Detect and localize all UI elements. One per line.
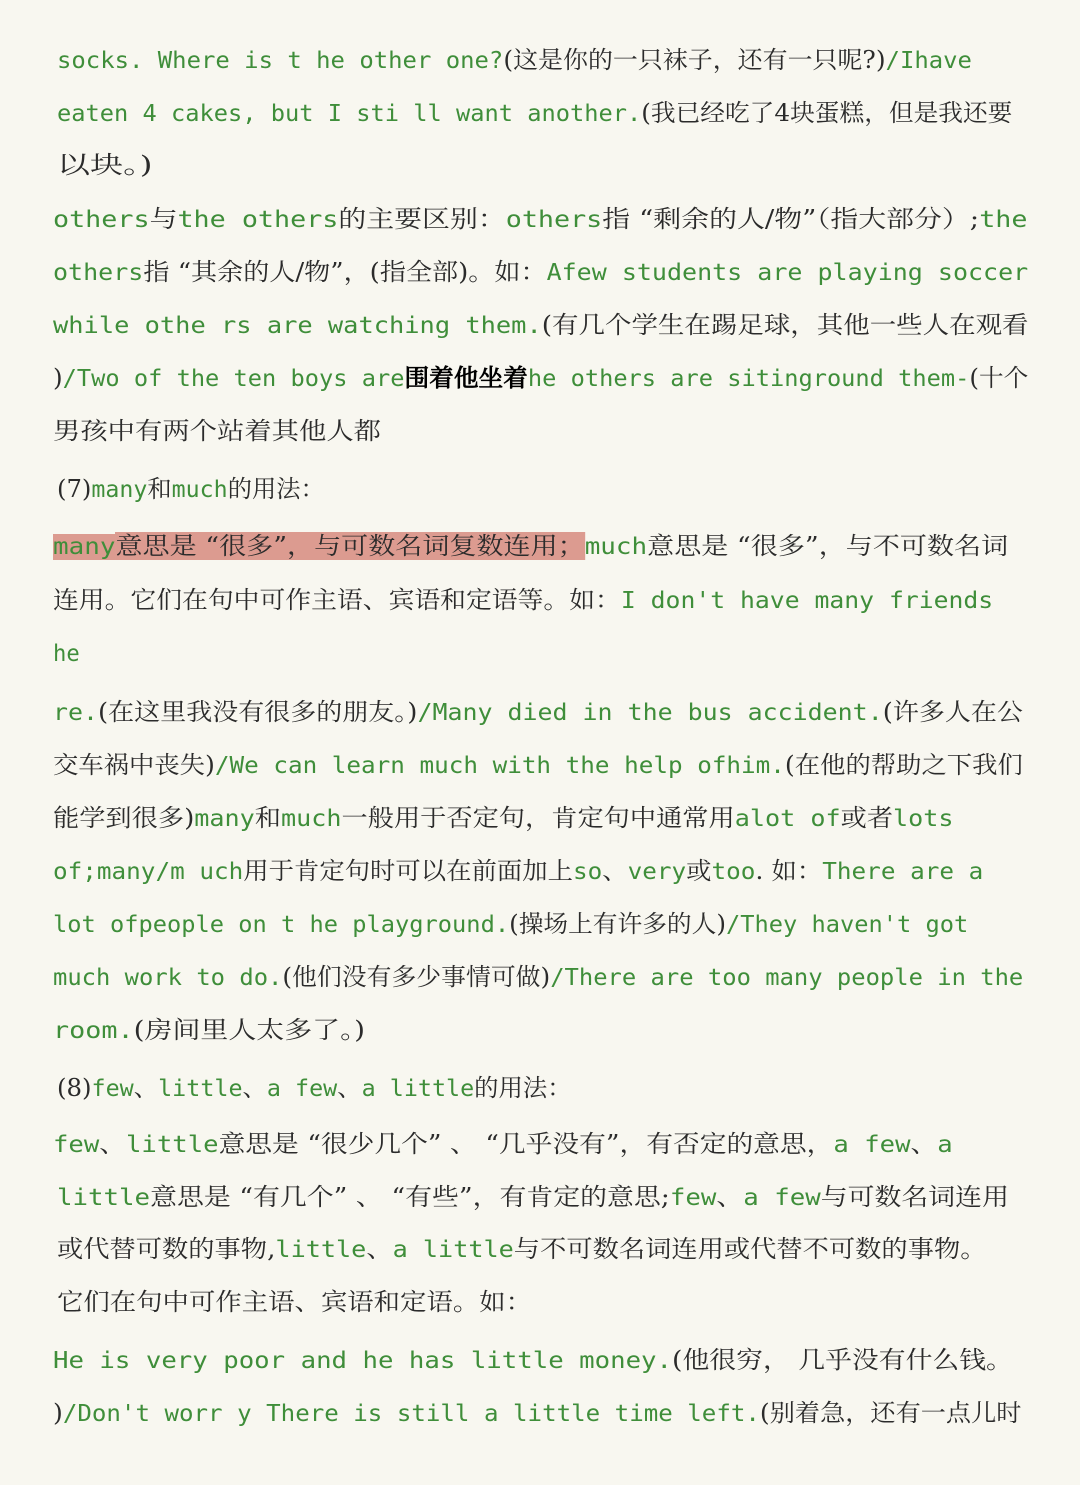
- chinese-text: 以块。): [57, 151, 153, 179]
- chinese-text: 意思是 “有几个” 、 “有些”，有肯定的意思;: [150, 1183, 670, 1211]
- chinese-text: (8): [57, 1074, 92, 1102]
- chinese-text: 或: [686, 857, 712, 885]
- english-text: a: [937, 1132, 953, 1158]
- english-text: room.: [53, 1018, 134, 1044]
- highlighted-text: 意思是 “很多”，与可数名词复数连用；: [115, 532, 585, 560]
- text-line: [53, 528, 1008, 564]
- text-line: [53, 1012, 365, 1048]
- english-text: re.: [53, 700, 99, 726]
- text-line: [53, 201, 1027, 237]
- english-text: little: [57, 1185, 151, 1211]
- chinese-text: 、: [99, 1130, 127, 1158]
- english-text: many: [194, 806, 255, 832]
- english-text: many: [91, 477, 148, 503]
- chinese-text: (有几个学生在踢足球，其他一些人在观看: [541, 311, 1029, 339]
- chinese-text: 连用。它们在句中可作主语、宾语和定语等。如：: [53, 586, 621, 614]
- chinese-text: 男孩中有两个站着其他人都: [53, 417, 381, 445]
- english-text: little: [126, 1132, 219, 1158]
- english-text: /We can learn much with the help ofhim.: [214, 753, 785, 779]
- english-text: /They haven't got: [725, 912, 969, 938]
- chinese-text: . 如：: [755, 857, 823, 885]
- chinese-text: 与不可数名词连用或代替不可数的事物。: [513, 1235, 987, 1263]
- chinese-text: 的用法：: [474, 1074, 572, 1102]
- english-text: others: [53, 260, 144, 286]
- chinese-text: 用于肯定句时可以在前面加上: [243, 857, 573, 885]
- chinese-text: 、: [716, 1183, 744, 1211]
- chinese-text: (这是你的一只袜子，还有一只呢?): [503, 46, 886, 74]
- chinese-text: 、: [133, 1074, 159, 1102]
- text-line: [53, 635, 80, 671]
- chinese-text: (操场上有许多的人): [509, 910, 726, 938]
- text-line: [53, 413, 381, 449]
- chinese-text: (十个: [969, 364, 1029, 392]
- chinese-text: 、: [366, 1235, 393, 1263]
- english-text: the: [979, 207, 1028, 233]
- text-line: [57, 1070, 572, 1106]
- text-line: [53, 254, 1028, 290]
- text-line: [53, 906, 968, 942]
- english-text: a few: [266, 1076, 338, 1102]
- english-text: /Two of the ten boys are: [62, 366, 405, 392]
- english-text: he others are sitinground them-: [527, 366, 970, 392]
- chinese-text: 交车祸中丧失): [53, 751, 215, 779]
- chinese-text: 和: [254, 804, 282, 832]
- english-text: he: [53, 641, 80, 667]
- chinese-text: (7): [57, 475, 92, 503]
- chinese-text: 和: [147, 475, 172, 503]
- english-text: lot ofpeople on t he playground.: [53, 912, 510, 938]
- chinese-text: 围着他坐着: [404, 364, 528, 392]
- english-text: lots: [893, 806, 954, 832]
- english-text: few: [91, 1076, 134, 1102]
- text-line: [53, 360, 1028, 396]
- text-line: [53, 959, 1023, 995]
- chinese-text: 指 “其余的人/物”，(指全部)。如：: [143, 258, 547, 286]
- chinese-text: ): [53, 364, 63, 392]
- text-line: [57, 95, 1012, 131]
- chinese-text: (房间里人太多了。): [133, 1016, 365, 1044]
- english-text: others: [505, 207, 603, 233]
- english-text: much: [171, 477, 228, 503]
- english-text: alot of: [734, 806, 841, 832]
- text-line: [53, 1126, 953, 1162]
- text-line: [57, 1284, 532, 1320]
- english-text: very: [627, 859, 687, 885]
- text-line: [53, 853, 983, 889]
- chinese-text: 的用法：: [227, 475, 325, 503]
- english-text: /There are too many people in the: [550, 965, 1024, 991]
- english-text: too: [711, 859, 756, 885]
- english-text: of;many/m uch: [53, 859, 244, 885]
- text-line: [53, 1342, 1013, 1378]
- text-line: [53, 582, 993, 618]
- english-text: I don't have many friends: [620, 588, 994, 614]
- text-line: [57, 471, 325, 507]
- english-text: eaten 4 cakes, but I sti ll want another.: [57, 101, 642, 127]
- chinese-text: 、: [337, 1074, 362, 1102]
- text-line: [57, 147, 153, 183]
- english-text: There are a: [822, 859, 984, 885]
- english-text: so: [572, 859, 603, 885]
- highlighted-text: many: [53, 534, 116, 560]
- english-text: little: [158, 1076, 243, 1102]
- chinese-text: 意思是 “很少几个” 、 “几乎没有”，有否定的意思，: [218, 1130, 834, 1158]
- chinese-text: 或者: [840, 804, 894, 832]
- chinese-text: 一般用于否定句，肯定句中通常用: [341, 804, 735, 832]
- text-line: [53, 694, 1023, 730]
- chinese-text: (我已经吃了4块蛋糕，但是我还要: [641, 99, 1013, 127]
- english-text: Afew students are playing soccer: [546, 260, 1029, 286]
- text-line: [53, 307, 1029, 343]
- chinese-text: 与可数名词连用: [820, 1183, 1009, 1211]
- english-text: socks. Where is t he other one?: [57, 48, 504, 74]
- chinese-text: 、: [910, 1130, 938, 1158]
- chinese-text: 指 “剩余的人/物”（指大部分）;: [602, 205, 980, 233]
- english-text: others: [53, 207, 150, 233]
- chinese-text: 它们在句中可作主语、宾语和定语。如：: [57, 1288, 532, 1316]
- english-text: little: [275, 1237, 367, 1263]
- chinese-text: 或代替可数的事物,: [57, 1235, 276, 1263]
- english-text: a little: [392, 1237, 514, 1263]
- text-line: [57, 1231, 986, 1267]
- english-text: much work to do.: [53, 965, 283, 991]
- english-text: /Don't worr y There is still a little time left.: [62, 1401, 760, 1427]
- text-line: [57, 42, 972, 78]
- chinese-text: (在他的帮助之下我们: [784, 751, 1023, 779]
- english-text: a few: [833, 1132, 911, 1158]
- chinese-text: 的主要区别：: [338, 205, 506, 233]
- chinese-text: 、: [602, 857, 628, 885]
- english-text: /Many died in the bus accident.: [417, 700, 883, 726]
- chinese-text: (许多人在公: [882, 698, 1023, 726]
- english-text: much: [281, 806, 342, 832]
- english-text: /Ihave: [885, 48, 972, 74]
- chinese-text: 、: [242, 1074, 267, 1102]
- english-text: a little: [361, 1076, 475, 1102]
- chinese-text: ): [53, 1399, 63, 1427]
- english-text: the others: [177, 207, 339, 233]
- text-line: [53, 800, 954, 836]
- chinese-text: 意思是 “很多”，与不可数名词: [647, 532, 1009, 560]
- chinese-text: (他们没有多少事情可做): [282, 963, 551, 991]
- text-line: [57, 1179, 1009, 1215]
- chinese-text: (他很穷， 几乎没有什么钱。: [672, 1346, 1013, 1374]
- english-text: a few: [743, 1185, 821, 1211]
- english-text: few: [669, 1185, 717, 1211]
- english-text: few: [53, 1132, 100, 1158]
- chinese-text: 与: [149, 205, 178, 233]
- english-text: much: [584, 534, 648, 560]
- chinese-text: (别着急，还有一点儿时: [759, 1399, 1022, 1427]
- text-line: [53, 1395, 1021, 1431]
- chinese-text: (在这里我没有很多的朋友。): [98, 698, 418, 726]
- english-text: He is very poor and he has little money.: [53, 1348, 673, 1374]
- text-line: [53, 747, 1023, 783]
- chinese-text: 能学到很多): [53, 804, 195, 832]
- english-text: while othe rs are watching them.: [53, 313, 542, 339]
